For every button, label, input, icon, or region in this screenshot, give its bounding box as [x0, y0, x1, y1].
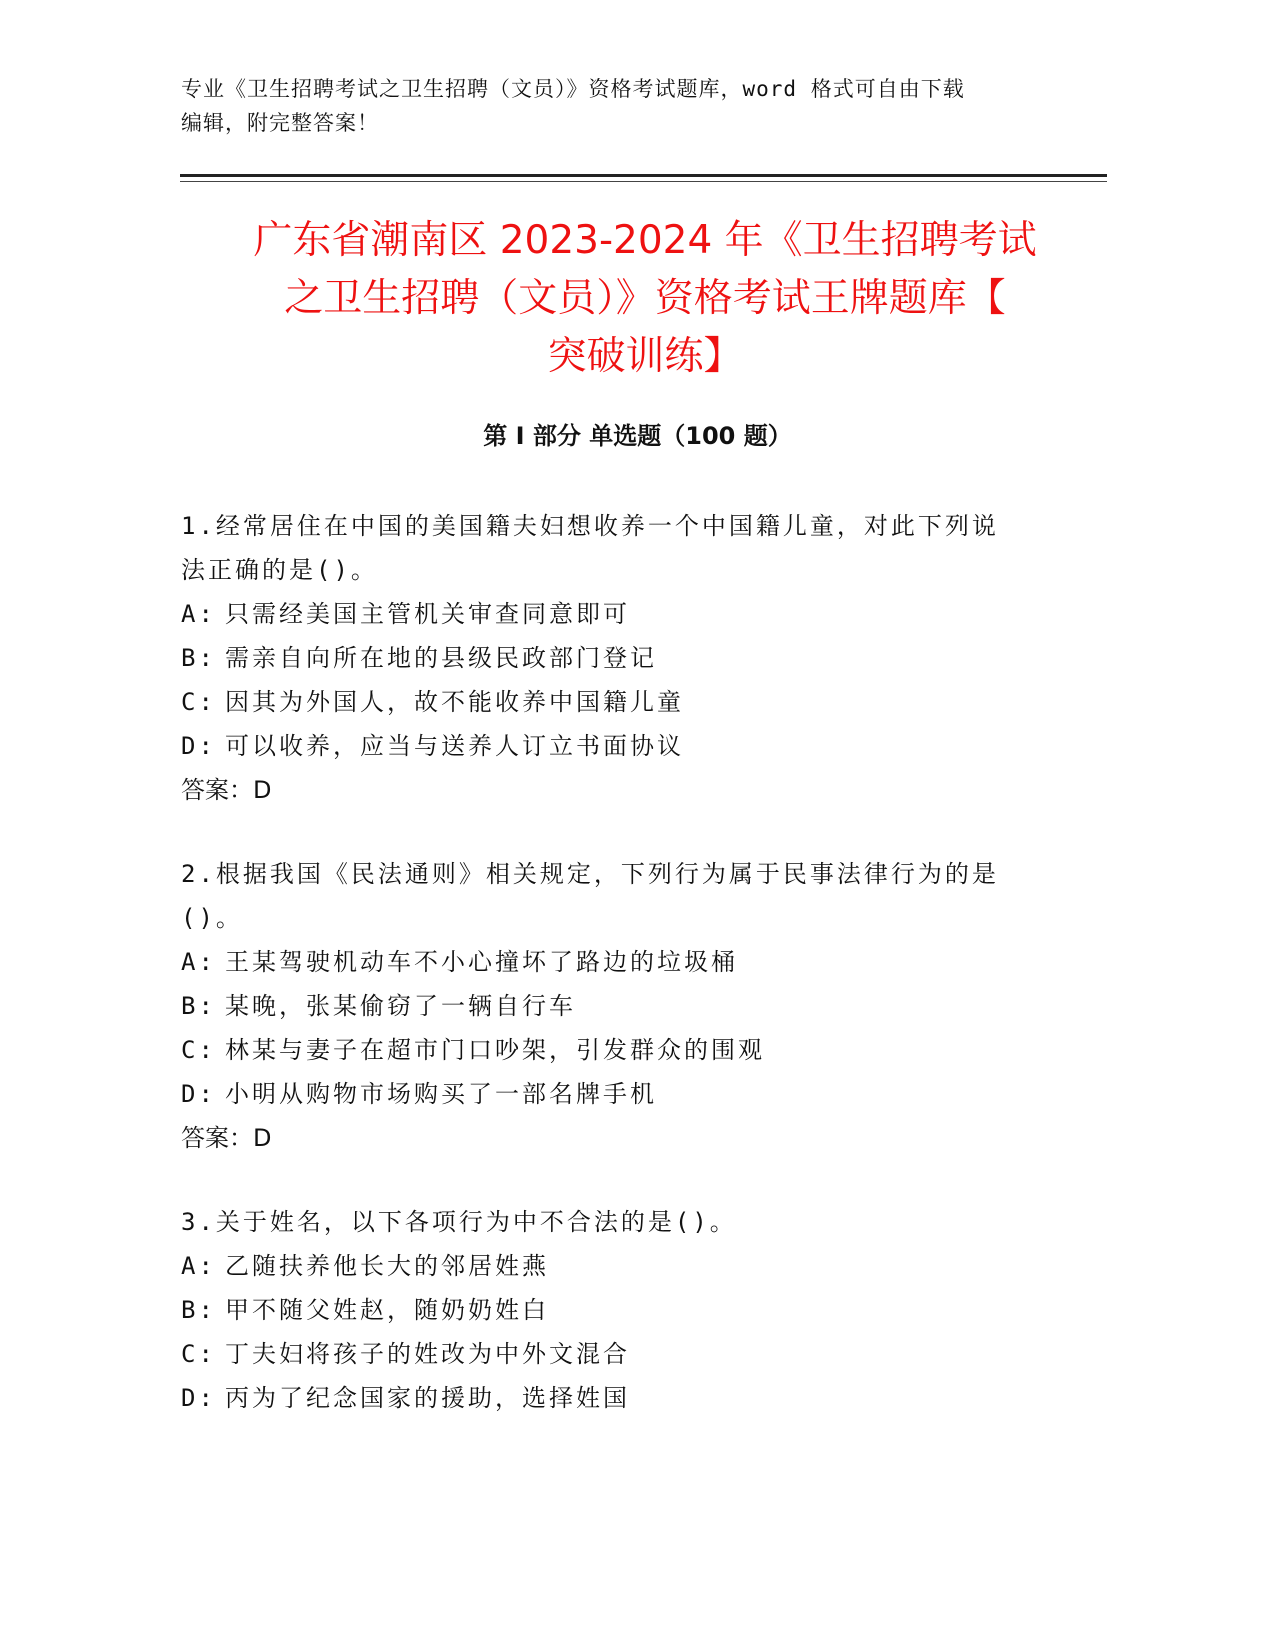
- question-1: [181, 504, 1061, 812]
- option-letter: C:: [181, 688, 216, 716]
- option-text: 可以收养，应当与送养人订立书面协议: [225, 732, 684, 760]
- option-letter: C:: [181, 1036, 216, 1064]
- option-text: 需亲自向所在地的县级民政部门登记: [225, 644, 657, 672]
- option-letter: B:: [181, 992, 216, 1020]
- question-3-stem-line-1: 3.关于姓名，以下各项行为中不合法的是()。: [181, 1208, 737, 1236]
- question-3-option-b: [181, 1288, 1061, 1332]
- question-2-answer: 答案：D: [181, 1124, 272, 1152]
- question-3: [181, 1200, 1061, 1420]
- option-letter: A:: [181, 600, 216, 628]
- question-2-option-d: [181, 1072, 1061, 1116]
- question-1-option-c: [181, 680, 1061, 724]
- document-title-line-2: 之卫生招聘（文员）》资格考试王牌题库【: [284, 276, 1006, 321]
- question-1-stem-line-2: 法正确的是()。: [181, 556, 378, 584]
- question-2-option-c: [181, 1028, 1061, 1072]
- option-text: 因其为外国人，故不能收养中国籍儿童: [225, 688, 684, 716]
- question-2-option-b: [181, 984, 1061, 1028]
- question-3-option-a: [181, 1244, 1061, 1288]
- question-1-option-b: [181, 636, 1061, 680]
- question-3-option-c: [181, 1332, 1061, 1376]
- option-letter: A:: [181, 948, 216, 976]
- question-2: [181, 852, 1061, 1160]
- option-letter: B:: [181, 644, 216, 672]
- header-divider-thick: [180, 174, 1107, 177]
- header-note-line-1: 专业《卫生招聘考试之卫生招聘（文员）》资格考试题库，word 格式可自由下载: [181, 77, 965, 101]
- option-letter: A:: [181, 1252, 216, 1280]
- question-1-option-d: [181, 724, 1061, 768]
- option-text: 只需经美国主管机关审查同意即可: [225, 600, 630, 628]
- option-text: 丁夫妇将孩子的姓改为中外文混合: [225, 1340, 630, 1368]
- header-divider-thin: [180, 181, 1107, 182]
- header-note-line-2: 编辑，附完整答案！: [181, 111, 379, 135]
- option-letter: D:: [181, 1080, 216, 1108]
- option-text: 丙为了纪念国家的援助，选择姓国: [225, 1384, 630, 1412]
- option-text: 甲不随父姓赵，随奶奶姓白: [225, 1296, 549, 1324]
- option-text: 林某与妻子在超市门口吵架，引发群众的围观: [225, 1036, 765, 1064]
- option-text: 王某驾驶机动车不小心撞坏了路边的垃圾桶: [225, 948, 738, 976]
- question-2-stem-line-2: ()。: [181, 904, 243, 932]
- document-title: [170, 212, 1120, 386]
- question-1-option-a: [181, 592, 1061, 636]
- document-title-line-3: 突破训练】: [547, 334, 743, 379]
- option-letter: B:: [181, 1296, 216, 1324]
- question-3-option-d: [181, 1376, 1061, 1420]
- question-1-answer: 答案：D: [181, 776, 272, 804]
- section-heading: 第 I 部分 单选题（100 题）: [483, 422, 792, 450]
- option-letter: D:: [181, 1384, 216, 1412]
- document-title-line-1: 广东省潮南区 2023-2024 年《卫生招聘考试: [253, 218, 1037, 263]
- header-note: [181, 72, 1041, 140]
- question-2-stem-line-1: 2.根据我国《民法通则》相关规定，下列行为属于民事法律行为的是: [181, 860, 999, 888]
- option-text: 乙随扶养他长大的邻居姓燕: [225, 1252, 549, 1280]
- option-letter: D:: [181, 732, 216, 760]
- question-1-stem-line-1: 1.经常居住在中国的美国籍夫妇想收养一个中国籍儿童，对此下列说: [181, 512, 999, 540]
- option-text: 小明从购物市场购买了一部名牌手机: [225, 1080, 657, 1108]
- question-2-option-a: [181, 940, 1061, 984]
- option-letter: C:: [181, 1340, 216, 1368]
- option-text: 某晚，张某偷窃了一辆自行车: [225, 992, 576, 1020]
